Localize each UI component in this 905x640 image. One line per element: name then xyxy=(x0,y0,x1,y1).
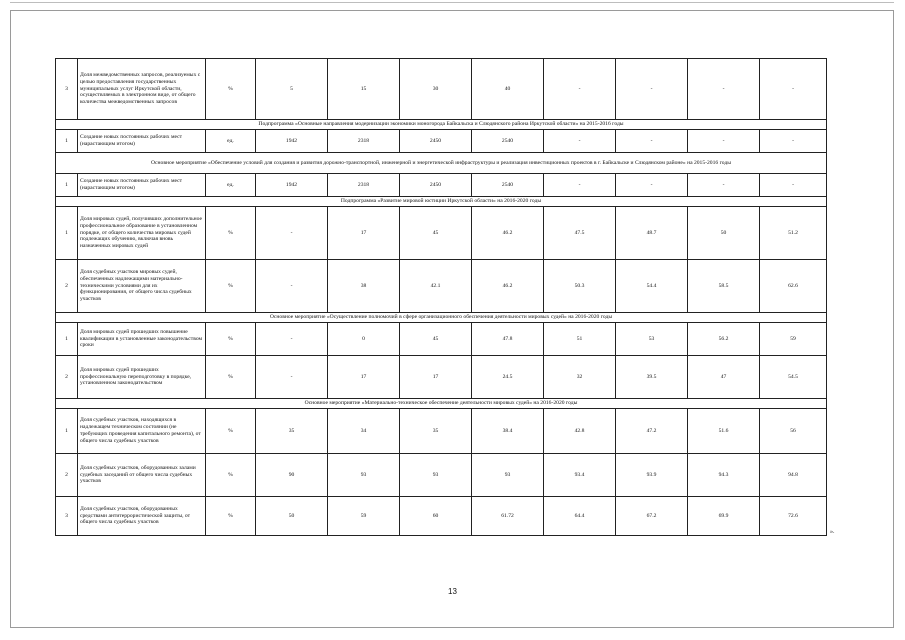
row-number-cell: 3 xyxy=(56,59,78,120)
value-cell: 93.4 xyxy=(544,454,616,497)
table-row xyxy=(56,59,827,120)
value-cell: 38.4 xyxy=(472,409,544,454)
value-cell: 93 xyxy=(400,454,472,497)
section-heading: Основное мероприятие «Материально-техническое обеспечение деятельности мировых судей» на 2016-2020 годы xyxy=(56,399,827,409)
value-cell: 93 xyxy=(472,454,544,497)
value-cell: 35 xyxy=(256,409,328,454)
value-cell: 62.6 xyxy=(760,260,827,313)
unit-cell: % xyxy=(206,260,256,313)
unit-cell: % xyxy=(206,323,256,356)
indicator-name-cell: Создание новых постоянных рабочих мест (нарастающим итогом) xyxy=(78,130,206,153)
value-cell: 47.2 xyxy=(616,409,688,454)
value-cell: 17 xyxy=(328,207,400,260)
section-heading: Подпрограмма «Основные направления модернизации экономики моногорода Байкальска и Слюдянского района Иркутской области» на 2015-2016 годы xyxy=(56,120,827,130)
indicator-name-cell: Доля мировых судей прошедших профессиональную переподготовку в порядке, установленном законодательством xyxy=(78,356,206,399)
table-row xyxy=(56,260,827,313)
value-cell: 50 xyxy=(688,207,760,260)
page-number: 13 xyxy=(448,587,457,596)
indicator-name-cell: Создание новых постоянных рабочих мест (нарастающим итогом) xyxy=(78,174,206,197)
indicator-name-cell: Доля мировых судей прошедших повышение квалификации в установленные законодательством сроки xyxy=(78,323,206,356)
value-cell: 5 xyxy=(256,59,328,120)
value-cell: 47 xyxy=(688,356,760,399)
value-cell: 46.2 xyxy=(472,260,544,313)
value-cell: 45 xyxy=(400,323,472,356)
table-row xyxy=(56,497,827,536)
section-heading-row xyxy=(56,313,827,323)
value-cell: 93.9 xyxy=(616,454,688,497)
value-cell: 1942 xyxy=(256,130,328,153)
value-cell: 32 xyxy=(544,356,616,399)
value-cell: 72.6 xyxy=(760,497,827,536)
section-heading: Подпрограмма «Развитие мировой юстиции Иркутской области» на 2016-2020 годы xyxy=(56,197,827,207)
section-heading-row xyxy=(56,197,827,207)
value-cell: 35 xyxy=(400,409,472,454)
row-number-cell: 1 xyxy=(56,130,78,153)
value-cell: 48.7 xyxy=(616,207,688,260)
value-cell: - xyxy=(256,260,328,313)
table-row xyxy=(56,130,827,153)
value-cell: 47.5 xyxy=(544,207,616,260)
value-cell: 69.9 xyxy=(688,497,760,536)
unit-cell: % xyxy=(206,409,256,454)
value-cell: - xyxy=(760,174,827,197)
value-cell: 40 xyxy=(472,59,544,120)
indicators-table xyxy=(55,58,827,536)
unit-cell: ед. xyxy=(206,174,256,197)
value-cell: - xyxy=(616,130,688,153)
value-cell: 60 xyxy=(400,497,472,536)
value-cell: 59 xyxy=(760,323,827,356)
value-cell: - xyxy=(544,174,616,197)
row-number-cell: 3 xyxy=(56,497,78,536)
unit-cell: % xyxy=(206,207,256,260)
section-heading-row xyxy=(56,153,827,174)
value-cell: 38 xyxy=(328,260,400,313)
value-cell: 50.3 xyxy=(544,260,616,313)
table-row xyxy=(56,174,827,197)
value-cell: 64.4 xyxy=(544,497,616,536)
value-cell: 42.8 xyxy=(544,409,616,454)
value-cell: 0 xyxy=(328,323,400,356)
value-cell: 17 xyxy=(400,356,472,399)
value-cell: 53 xyxy=(616,323,688,356)
value-cell: - xyxy=(688,59,760,120)
top-rule xyxy=(10,2,894,3)
unit-cell: ед. xyxy=(206,130,256,153)
value-cell: 34 xyxy=(328,409,400,454)
row-number-cell: 2 xyxy=(56,260,78,313)
value-cell: 67.2 xyxy=(616,497,688,536)
value-cell: 2540 xyxy=(472,130,544,153)
section-heading-row xyxy=(56,399,827,409)
value-cell: 54.5 xyxy=(760,356,827,399)
row-number-cell: 1 xyxy=(56,409,78,454)
value-cell: 61.72 xyxy=(472,497,544,536)
value-cell: 59 xyxy=(328,497,400,536)
section-heading: Основное мероприятие «Обеспечение условий для создания и развития дорожно-транспортной, инженерной и энергетической инфраструктуры и реализация инвестиционных проектов в г. Байкальске и Слюдянском районе» на 2015-2016 годы xyxy=(56,153,827,174)
row-number-cell: 2 xyxy=(56,356,78,399)
section-heading-row xyxy=(56,120,827,130)
unit-cell: % xyxy=(206,59,256,120)
table-row xyxy=(56,409,827,454)
value-cell: 54.4 xyxy=(616,260,688,313)
unit-cell: % xyxy=(206,497,256,536)
table-row xyxy=(56,356,827,399)
value-cell: 51.2 xyxy=(760,207,827,260)
value-cell: 2318 xyxy=(328,130,400,153)
value-cell: - xyxy=(688,130,760,153)
value-cell: 1942 xyxy=(256,174,328,197)
row-number-cell: 1 xyxy=(56,174,78,197)
value-cell: 47.8 xyxy=(472,323,544,356)
value-cell: 94.3 xyxy=(688,454,760,497)
row-number-cell: 1 xyxy=(56,207,78,260)
indicator-name-cell: Доля судебных участков, оборудованных средствами антитеррористической защиты, от общего числа судебных участков xyxy=(78,497,206,536)
value-cell: 56.2 xyxy=(688,323,760,356)
indicator-name-cell: Доля судебных участков мировых судей, обеспеченных надлежащими материально-техническими условиями для их функционирования, от общего числа судебных участков xyxy=(78,260,206,313)
value-cell: 51 xyxy=(544,323,616,356)
value-cell: 42.1 xyxy=(400,260,472,313)
indicator-name-cell: Доля судебных участков, оборудованных залами судебных заседаний от общего числа судебных участков xyxy=(78,454,206,497)
indicator-name-cell: Доля мировых судей, получивших дополнительное профессиональное образование в установленном порядке, от общего количества мировых судей подлежащих обучению, включая вновь назначенных мировых судей xyxy=(78,207,206,260)
row-number-cell: 1 xyxy=(56,323,78,356)
value-cell: 46.2 xyxy=(472,207,544,260)
value-cell: - xyxy=(760,59,827,120)
value-cell: - xyxy=(616,174,688,197)
value-cell: 2318 xyxy=(328,174,400,197)
value-cell: 2450 xyxy=(400,174,472,197)
indicators-table-body xyxy=(56,59,827,536)
value-cell: 39.5 xyxy=(616,356,688,399)
value-cell: 94.8 xyxy=(760,454,827,497)
value-cell: 15 xyxy=(328,59,400,120)
unit-cell: % xyxy=(206,454,256,497)
value-cell: - xyxy=(760,130,827,153)
value-cell: 17 xyxy=(328,356,400,399)
row-number-cell: 2 xyxy=(56,454,78,497)
value-cell: - xyxy=(544,130,616,153)
value-cell: 93 xyxy=(328,454,400,497)
table-row xyxy=(56,323,827,356)
section-heading: Основное мероприятие «Осуществление полномочий в сфере организационного обеспечения деятельности мировых судей» на 2016-2020 годы xyxy=(56,313,827,323)
value-cell: - xyxy=(256,207,328,260)
value-cell: - xyxy=(256,323,328,356)
value-cell: 58.5 xyxy=(688,260,760,313)
value-cell: 2540 xyxy=(472,174,544,197)
value-cell: 30 xyxy=(400,59,472,120)
value-cell: - xyxy=(256,356,328,399)
table-row xyxy=(56,207,827,260)
indicator-name-cell: Доля судебных участков, находящихся в надлежащем техническом состоянии (не требующих проведения капитального ремонта), от общего числа судебных участков xyxy=(78,409,206,454)
value-cell: 2450 xyxy=(400,130,472,153)
table-row xyxy=(56,454,827,497)
value-cell: - xyxy=(616,59,688,120)
value-cell: 24.5 xyxy=(472,356,544,399)
closing-quote-mark: ». xyxy=(830,529,835,535)
value-cell: 90 xyxy=(256,454,328,497)
value-cell: - xyxy=(544,59,616,120)
value-cell: 56 xyxy=(760,409,827,454)
unit-cell: % xyxy=(206,356,256,399)
value-cell: 50 xyxy=(256,497,328,536)
value-cell: 51.6 xyxy=(688,409,760,454)
indicator-name-cell: Доля межведомственных запросов, реализуемых с целью предоставления государственных муниципальных услуг Иркутской области, осуществляемых в электронном виде, от общего количества межведомственных запросов xyxy=(78,59,206,120)
value-cell: - xyxy=(688,174,760,197)
value-cell: 45 xyxy=(400,207,472,260)
